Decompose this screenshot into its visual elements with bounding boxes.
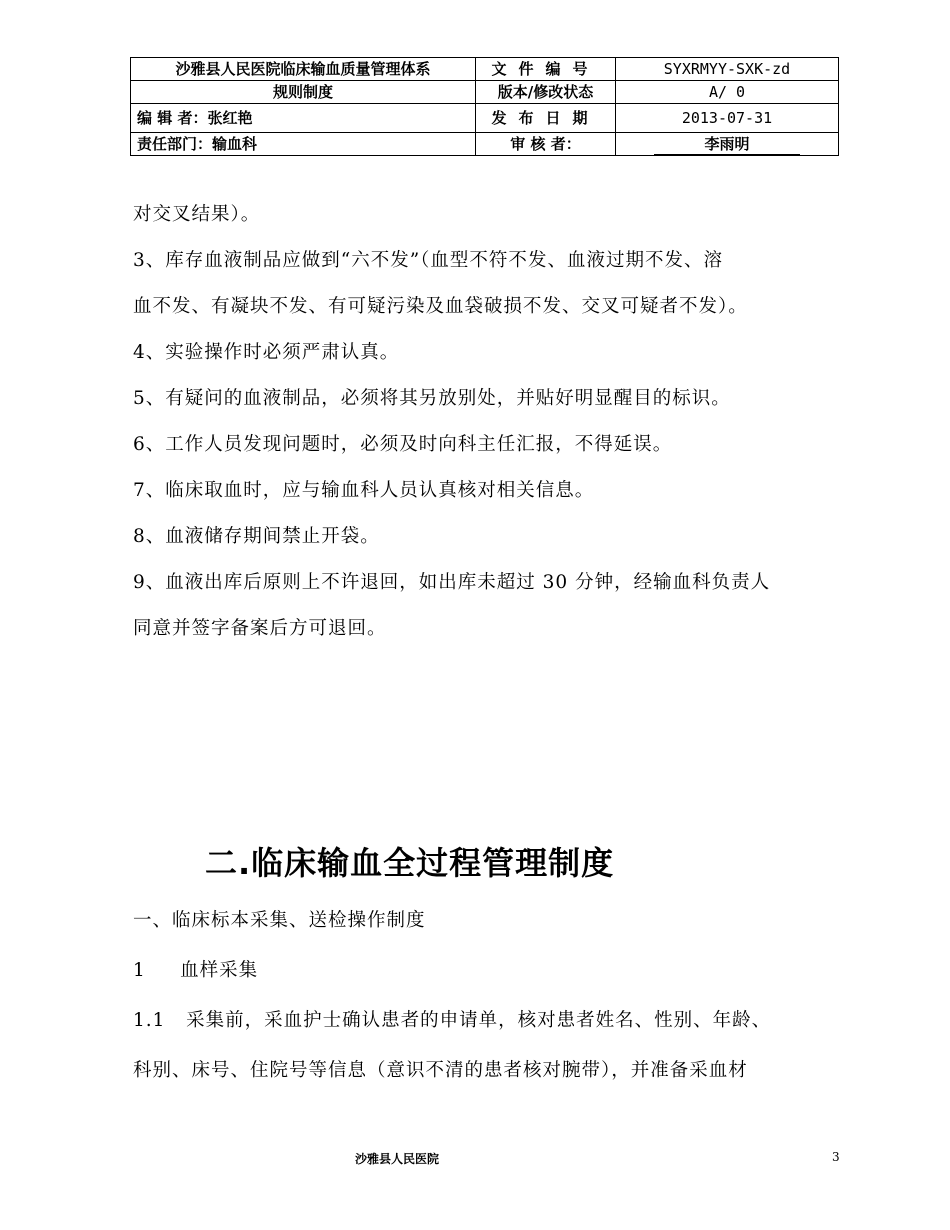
paragraph: 血不发、有凝块不发、有可疑污染及血袋破损不发、交叉可疑者不发）。: [133, 296, 748, 317]
editor-label: 编 辑 者：张红艳: [131, 104, 476, 133]
section-body: [133, 896, 858, 1096]
document-header-table: [130, 57, 839, 156]
section-item: 科别、床号、住院号等信息（意识不清的患者核对腕带），并准备采血材: [133, 1060, 748, 1081]
paragraph: 9、血液出库后原则上不许退回，如出库未超过 30 分钟，经输血科负责人: [133, 572, 771, 593]
paragraph: 8、血液储存期间禁止开袋。: [133, 526, 380, 547]
section-subheading: 一、临床标本采集、送检操作制度: [133, 910, 426, 931]
doc-no-value: SYXRMYY-SXK-zd: [616, 58, 839, 81]
doc-no-label: 文件编号: [476, 58, 616, 81]
version-value: A/ 0: [616, 81, 839, 104]
paragraph: 6、工作人员发现问题时，必须及时向科主任汇报，不得延误。: [133, 434, 673, 455]
section-title: 二.临床输血全过程管理制度: [205, 844, 615, 882]
reviewer-value: 李雨明: [654, 134, 799, 155]
publish-value: 2013-07-31: [616, 104, 839, 133]
page-number: 3: [832, 1150, 840, 1164]
dept-label: 责任部门：输血科: [131, 133, 476, 156]
system-title-line1: 沙雅县人民医院临床输血质量管理体系: [131, 58, 476, 81]
reviewer-label: 审 核 者：: [476, 133, 616, 156]
reviewer-cell: [616, 133, 839, 156]
publish-label: 发布日期: [476, 104, 616, 133]
paragraph: 3、库存血液制品应做到“六不发”（血型不符不发、血液过期不发、溶: [133, 250, 723, 271]
footer-hospital: 沙雅县人民医院: [355, 1152, 440, 1166]
paragraph: 4、实验操作时必须严肃认真。: [133, 342, 400, 363]
section-item: 1.1 采集前，采血护士确认患者的申请单，核对患者姓名、性别、年龄、: [133, 1010, 772, 1031]
paragraph: 对交叉结果）。: [133, 204, 261, 225]
paragraph: 同意并签字备案后方可退回。: [133, 618, 387, 639]
system-title-line2: 规则制度: [131, 81, 476, 104]
section-item: 1 血样采集: [133, 960, 259, 981]
paragraph: 7、临床取血时，应与输血科人员认真核对相关信息。: [133, 480, 595, 501]
paragraph: 5、有疑问的血液制品，必须将其另放别处，并贴好明显醒目的标识。: [133, 388, 731, 409]
version-label: 版本/修改状态: [476, 81, 616, 104]
body-text: [133, 192, 853, 652]
